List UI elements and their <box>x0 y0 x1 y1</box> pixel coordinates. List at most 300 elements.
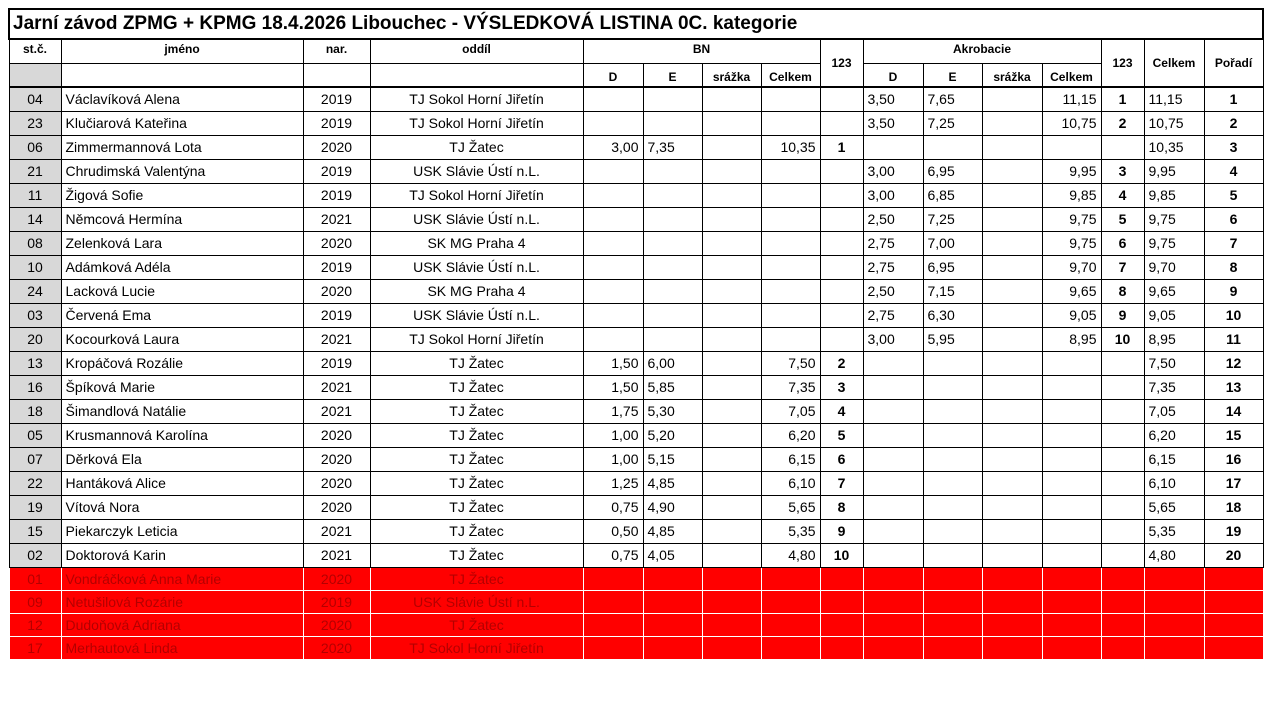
cell-start-number: 14 <box>9 207 61 231</box>
cell-ak-d: 3,50 <box>863 111 923 135</box>
cell-club: TJ Žatec <box>370 495 583 519</box>
cell-bn-rank: 6 <box>820 447 863 471</box>
cell-ak-celkem <box>1042 399 1101 423</box>
cell-bn-d <box>583 303 643 327</box>
cell-bn-d: 1,75 <box>583 399 643 423</box>
cell-order: 10 <box>1204 303 1263 327</box>
cell-bn-srazka <box>702 207 761 231</box>
results-table <box>8 8 1264 660</box>
cell-empty <box>820 590 863 613</box>
table-row <box>9 111 1263 135</box>
cell-total: 6,20 <box>1144 423 1204 447</box>
cell-birth-year: 2020 <box>303 231 370 255</box>
cell-empty <box>761 567 820 590</box>
cell-bn-d: 1,00 <box>583 447 643 471</box>
cell-empty <box>863 613 923 636</box>
cell-bn-celkem <box>761 159 820 183</box>
table-row <box>9 255 1263 279</box>
cell-ak-e: 7,65 <box>923 87 982 111</box>
cell-empty <box>1101 613 1144 636</box>
cell-bn-celkem: 6,20 <box>761 423 820 447</box>
cell-empty <box>583 590 643 613</box>
cell-ak-d: 3,00 <box>863 183 923 207</box>
cell-birth-year: 2020 <box>303 613 370 636</box>
cell-ak-rank <box>1101 543 1144 567</box>
cell-ak-srazka <box>982 351 1042 375</box>
table-row <box>9 159 1263 183</box>
cell-club: SK MG Praha 4 <box>370 231 583 255</box>
cell-bn-d: 3,00 <box>583 135 643 159</box>
cell-name: Piekarczyk Leticia <box>61 519 303 543</box>
cell-empty <box>820 613 863 636</box>
cell-club: TJ Sokol Horní Jiřetín <box>370 327 583 351</box>
cell-ak-rank: 6 <box>1101 231 1144 255</box>
table-row <box>9 471 1263 495</box>
cell-club: USK Slávie Ústí n.L. <box>370 159 583 183</box>
cell-bn-d <box>583 87 643 111</box>
header-bn-rank: 123 <box>820 39 863 87</box>
cell-ak-celkem: 9,70 <box>1042 255 1101 279</box>
cell-empty <box>820 567 863 590</box>
cell-ak-celkem <box>1042 135 1101 159</box>
cell-name: Merhautová Linda <box>61 636 303 659</box>
cell-name: Kocourková Laura <box>61 327 303 351</box>
cell-name: Dudoňová Adriana <box>61 613 303 636</box>
header-ak-srazka: srážka <box>982 63 1042 87</box>
cell-bn-e <box>643 87 702 111</box>
cell-bn-celkem: 5,65 <box>761 495 820 519</box>
cell-ak-celkem: 9,65 <box>1042 279 1101 303</box>
cell-bn-d: 0,75 <box>583 543 643 567</box>
cell-empty <box>583 613 643 636</box>
cell-empty <box>583 567 643 590</box>
cell-bn-srazka <box>702 375 761 399</box>
cell-ak-srazka <box>982 111 1042 135</box>
cell-total: 9,70 <box>1144 255 1204 279</box>
cell-birth-year: 2021 <box>303 207 370 231</box>
cell-ak-d: 3,00 <box>863 327 923 351</box>
cell-name: Lacková Lucie <box>61 279 303 303</box>
cell-bn-celkem <box>761 255 820 279</box>
header-club: oddíl <box>370 39 583 63</box>
cell-empty <box>923 590 982 613</box>
cell-birth-year: 2020 <box>303 495 370 519</box>
cell-order: 4 <box>1204 159 1263 183</box>
cell-ak-celkem: 9,85 <box>1042 183 1101 207</box>
cell-ak-celkem <box>1042 375 1101 399</box>
cell-bn-celkem: 5,35 <box>761 519 820 543</box>
cell-bn-d: 1,50 <box>583 351 643 375</box>
cell-order: 12 <box>1204 351 1263 375</box>
cell-birth-year: 2021 <box>303 543 370 567</box>
cell-name: Václavíková Alena <box>61 87 303 111</box>
cell-ak-e: 7,25 <box>923 207 982 231</box>
cell-club: USK Slávie Ústí n.L. <box>370 590 583 613</box>
cell-ak-srazka <box>982 303 1042 327</box>
cell-bn-rank: 3 <box>820 375 863 399</box>
cell-empty <box>702 567 761 590</box>
results-sheet <box>8 8 1264 660</box>
header-blank <box>61 63 303 87</box>
cell-bn-srazka <box>702 111 761 135</box>
cell-start-number: 19 <box>9 495 61 519</box>
cell-bn-rank <box>820 327 863 351</box>
cell-ak-e: 7,15 <box>923 279 982 303</box>
cell-club: TJ Žatec <box>370 375 583 399</box>
cell-order: 11 <box>1204 327 1263 351</box>
cell-ak-d <box>863 135 923 159</box>
cell-bn-srazka <box>702 399 761 423</box>
table-row <box>9 279 1263 303</box>
cell-club: TJ Žatec <box>370 135 583 159</box>
cell-total: 9,95 <box>1144 159 1204 183</box>
table-row <box>9 399 1263 423</box>
cell-empty <box>702 636 761 659</box>
cell-ak-srazka <box>982 255 1042 279</box>
cell-ak-celkem <box>1042 519 1101 543</box>
absent-row <box>9 590 1263 613</box>
cell-name: Děrková Ela <box>61 447 303 471</box>
cell-empty <box>923 636 982 659</box>
cell-bn-srazka <box>702 351 761 375</box>
cell-ak-rank: 2 <box>1101 111 1144 135</box>
cell-total: 5,35 <box>1144 519 1204 543</box>
cell-birth-year: 2019 <box>303 159 370 183</box>
cell-ak-e: 5,95 <box>923 327 982 351</box>
cell-start-number: 12 <box>9 613 61 636</box>
cell-bn-e: 5,30 <box>643 399 702 423</box>
cell-name: Němcová Hermína <box>61 207 303 231</box>
cell-empty <box>1144 567 1204 590</box>
cell-ak-srazka <box>982 183 1042 207</box>
cell-ak-srazka <box>982 543 1042 567</box>
cell-name: Šimandlová Natálie <box>61 399 303 423</box>
cell-club: TJ Žatec <box>370 471 583 495</box>
cell-club: TJ Žatec <box>370 423 583 447</box>
cell-empty <box>1101 590 1144 613</box>
cell-bn-rank <box>820 303 863 327</box>
cell-club: TJ Žatec <box>370 351 583 375</box>
cell-empty <box>923 613 982 636</box>
cell-bn-srazka <box>702 423 761 447</box>
cell-order: 8 <box>1204 255 1263 279</box>
header-name: jméno <box>61 39 303 63</box>
header-birth-year: nar. <box>303 39 370 63</box>
cell-ak-celkem: 8,95 <box>1042 327 1101 351</box>
cell-bn-srazka <box>702 327 761 351</box>
cell-ak-rank: 7 <box>1101 255 1144 279</box>
cell-bn-d <box>583 327 643 351</box>
cell-ak-e <box>923 375 982 399</box>
cell-ak-srazka <box>982 423 1042 447</box>
cell-bn-rank: 2 <box>820 351 863 375</box>
cell-ak-rank: 5 <box>1101 207 1144 231</box>
cell-start-number: 16 <box>9 375 61 399</box>
cell-birth-year: 2019 <box>303 255 370 279</box>
cell-ak-srazka <box>982 471 1042 495</box>
cell-bn-rank <box>820 111 863 135</box>
cell-ak-rank: 9 <box>1101 303 1144 327</box>
cell-name: Chrudimská Valentýna <box>61 159 303 183</box>
cell-ak-e <box>923 519 982 543</box>
cell-bn-d <box>583 231 643 255</box>
cell-start-number: 10 <box>9 255 61 279</box>
header-blank <box>370 63 583 87</box>
cell-empty <box>583 636 643 659</box>
cell-ak-rank <box>1101 399 1144 423</box>
cell-order: 5 <box>1204 183 1263 207</box>
cell-ak-srazka <box>982 279 1042 303</box>
cell-empty <box>1204 613 1263 636</box>
cell-birth-year: 2020 <box>303 135 370 159</box>
cell-total: 11,15 <box>1144 87 1204 111</box>
cell-empty <box>820 636 863 659</box>
cell-empty <box>643 613 702 636</box>
cell-start-number: 04 <box>9 87 61 111</box>
cell-start-number: 08 <box>9 231 61 255</box>
cell-start-number: 11 <box>9 183 61 207</box>
cell-bn-rank <box>820 255 863 279</box>
cell-bn-celkem: 7,35 <box>761 375 820 399</box>
cell-ak-d <box>863 375 923 399</box>
cell-bn-d <box>583 255 643 279</box>
cell-bn-d <box>583 279 643 303</box>
cell-ak-d <box>863 543 923 567</box>
cell-empty <box>982 567 1042 590</box>
cell-ak-d: 2,75 <box>863 303 923 327</box>
cell-start-number: 18 <box>9 399 61 423</box>
table-row <box>9 303 1263 327</box>
cell-ak-d: 2,50 <box>863 207 923 231</box>
cell-ak-rank: 3 <box>1101 159 1144 183</box>
cell-bn-celkem: 6,10 <box>761 471 820 495</box>
cell-empty <box>1101 636 1144 659</box>
cell-club: TJ Sokol Horní Jiřetín <box>370 87 583 111</box>
cell-bn-e <box>643 255 702 279</box>
cell-birth-year: 2020 <box>303 567 370 590</box>
cell-bn-srazka <box>702 135 761 159</box>
cell-bn-celkem <box>761 327 820 351</box>
cell-order: 6 <box>1204 207 1263 231</box>
cell-total: 6,10 <box>1144 471 1204 495</box>
cell-empty <box>982 636 1042 659</box>
cell-start-number: 06 <box>9 135 61 159</box>
cell-club: USK Slávie Ústí n.L. <box>370 207 583 231</box>
cell-bn-d: 1,50 <box>583 375 643 399</box>
cell-ak-e <box>923 399 982 423</box>
cell-ak-celkem: 10,75 <box>1042 111 1101 135</box>
cell-ak-celkem <box>1042 351 1101 375</box>
cell-bn-srazka <box>702 231 761 255</box>
cell-empty <box>1144 590 1204 613</box>
cell-birth-year: 2021 <box>303 327 370 351</box>
cell-birth-year: 2021 <box>303 375 370 399</box>
header-ak-celkem: Celkem <box>1042 63 1101 87</box>
cell-total: 10,75 <box>1144 111 1204 135</box>
cell-bn-e: 4,05 <box>643 543 702 567</box>
table-row <box>9 447 1263 471</box>
cell-club: TJ Žatec <box>370 519 583 543</box>
cell-bn-srazka <box>702 303 761 327</box>
cell-ak-srazka <box>982 447 1042 471</box>
cell-start-number: 09 <box>9 590 61 613</box>
cell-birth-year: 2020 <box>303 423 370 447</box>
cell-bn-e: 4,85 <box>643 471 702 495</box>
cell-start-number: 03 <box>9 303 61 327</box>
cell-club: TJ Sokol Horní Jiřetín <box>370 111 583 135</box>
cell-order: 9 <box>1204 279 1263 303</box>
cell-total: 9,85 <box>1144 183 1204 207</box>
cell-empty <box>1204 590 1263 613</box>
cell-ak-d: 3,50 <box>863 87 923 111</box>
cell-bn-celkem: 7,50 <box>761 351 820 375</box>
cell-ak-e <box>923 423 982 447</box>
cell-empty <box>863 590 923 613</box>
cell-club: TJ Sokol Horní Jiřetín <box>370 636 583 659</box>
cell-name: Netušilová Rozárie <box>61 590 303 613</box>
cell-ak-e: 7,00 <box>923 231 982 255</box>
cell-total: 9,75 <box>1144 207 1204 231</box>
cell-bn-rank <box>820 207 863 231</box>
cell-bn-e: 5,20 <box>643 423 702 447</box>
cell-ak-rank <box>1101 351 1144 375</box>
cell-total: 9,75 <box>1144 231 1204 255</box>
cell-ak-srazka <box>982 399 1042 423</box>
cell-bn-srazka <box>702 495 761 519</box>
cell-total: 5,65 <box>1144 495 1204 519</box>
cell-bn-d: 0,75 <box>583 495 643 519</box>
cell-bn-srazka <box>702 255 761 279</box>
cell-order: 3 <box>1204 135 1263 159</box>
cell-ak-d: 2,75 <box>863 231 923 255</box>
header-bn: BN <box>583 39 820 63</box>
cell-order: 20 <box>1204 543 1263 567</box>
header-bn-celkem: Celkem <box>761 63 820 87</box>
cell-ak-rank <box>1101 519 1144 543</box>
table-row <box>9 207 1263 231</box>
cell-bn-celkem <box>761 183 820 207</box>
cell-empty <box>702 590 761 613</box>
cell-total: 7,05 <box>1144 399 1204 423</box>
header-total: Celkem <box>1144 39 1204 87</box>
cell-bn-celkem: 4,80 <box>761 543 820 567</box>
cell-ak-celkem <box>1042 447 1101 471</box>
cell-ak-d: 3,00 <box>863 159 923 183</box>
cell-bn-d <box>583 183 643 207</box>
cell-ak-d: 2,50 <box>863 279 923 303</box>
cell-birth-year: 2019 <box>303 87 370 111</box>
cell-empty <box>863 636 923 659</box>
header-akrobacie: Akrobacie <box>863 39 1101 63</box>
cell-ak-rank <box>1101 471 1144 495</box>
table-row <box>9 543 1263 567</box>
cell-ak-d <box>863 447 923 471</box>
cell-empty <box>761 613 820 636</box>
cell-bn-celkem <box>761 303 820 327</box>
cell-bn-celkem <box>761 111 820 135</box>
cell-bn-celkem <box>761 207 820 231</box>
cell-ak-e <box>923 351 982 375</box>
cell-total: 10,35 <box>1144 135 1204 159</box>
cell-ak-rank <box>1101 135 1144 159</box>
cell-order: 18 <box>1204 495 1263 519</box>
cell-total: 7,50 <box>1144 351 1204 375</box>
cell-bn-e: 4,85 <box>643 519 702 543</box>
cell-birth-year: 2019 <box>303 590 370 613</box>
cell-name: Hantáková Alice <box>61 471 303 495</box>
cell-bn-celkem: 6,15 <box>761 447 820 471</box>
cell-empty <box>643 567 702 590</box>
cell-birth-year: 2019 <box>303 351 370 375</box>
cell-club: TJ Žatec <box>370 543 583 567</box>
cell-ak-srazka <box>982 375 1042 399</box>
cell-ak-rank <box>1101 447 1144 471</box>
cell-bn-d <box>583 111 643 135</box>
absent-row <box>9 613 1263 636</box>
cell-bn-rank: 4 <box>820 399 863 423</box>
cell-empty <box>923 567 982 590</box>
cell-bn-e <box>643 111 702 135</box>
cell-ak-rank: 8 <box>1101 279 1144 303</box>
cell-start-number: 20 <box>9 327 61 351</box>
cell-ak-d <box>863 399 923 423</box>
cell-empty <box>643 590 702 613</box>
cell-name: Klučiarová Kateřina <box>61 111 303 135</box>
cell-empty <box>761 636 820 659</box>
cell-start-number: 24 <box>9 279 61 303</box>
cell-name: Vítová Nora <box>61 495 303 519</box>
cell-ak-srazka <box>982 207 1042 231</box>
header-bn-srazka: srážka <box>702 63 761 87</box>
cell-ak-srazka <box>982 495 1042 519</box>
cell-bn-rank <box>820 279 863 303</box>
cell-ak-rank <box>1101 423 1144 447</box>
cell-bn-srazka <box>702 519 761 543</box>
cell-empty <box>1204 567 1263 590</box>
cell-bn-rank: 7 <box>820 471 863 495</box>
cell-ak-srazka <box>982 519 1042 543</box>
table-row <box>9 327 1263 351</box>
cell-empty <box>1204 636 1263 659</box>
cell-start-number: 23 <box>9 111 61 135</box>
cell-ak-e: 6,95 <box>923 159 982 183</box>
cell-ak-d: 2,75 <box>863 255 923 279</box>
cell-start-number: 21 <box>9 159 61 183</box>
cell-bn-rank <box>820 183 863 207</box>
cell-ak-celkem: 11,15 <box>1042 87 1101 111</box>
cell-ak-srazka <box>982 327 1042 351</box>
cell-club: SK MG Praha 4 <box>370 279 583 303</box>
table-row <box>9 423 1263 447</box>
cell-bn-celkem <box>761 87 820 111</box>
absent-row <box>9 636 1263 659</box>
cell-ak-e <box>923 447 982 471</box>
cell-ak-celkem <box>1042 543 1101 567</box>
cell-birth-year: 2020 <box>303 471 370 495</box>
cell-bn-celkem <box>761 279 820 303</box>
cell-ak-e <box>923 495 982 519</box>
cell-ak-celkem: 9,75 <box>1042 207 1101 231</box>
cell-ak-celkem: 9,95 <box>1042 159 1101 183</box>
cell-birth-year: 2020 <box>303 447 370 471</box>
cell-ak-rank: 10 <box>1101 327 1144 351</box>
cell-bn-e: 6,00 <box>643 351 702 375</box>
cell-club: TJ Sokol Horní Jiřetín <box>370 183 583 207</box>
cell-ak-d <box>863 351 923 375</box>
cell-empty <box>863 567 923 590</box>
cell-total: 6,15 <box>1144 447 1204 471</box>
cell-empty <box>643 636 702 659</box>
